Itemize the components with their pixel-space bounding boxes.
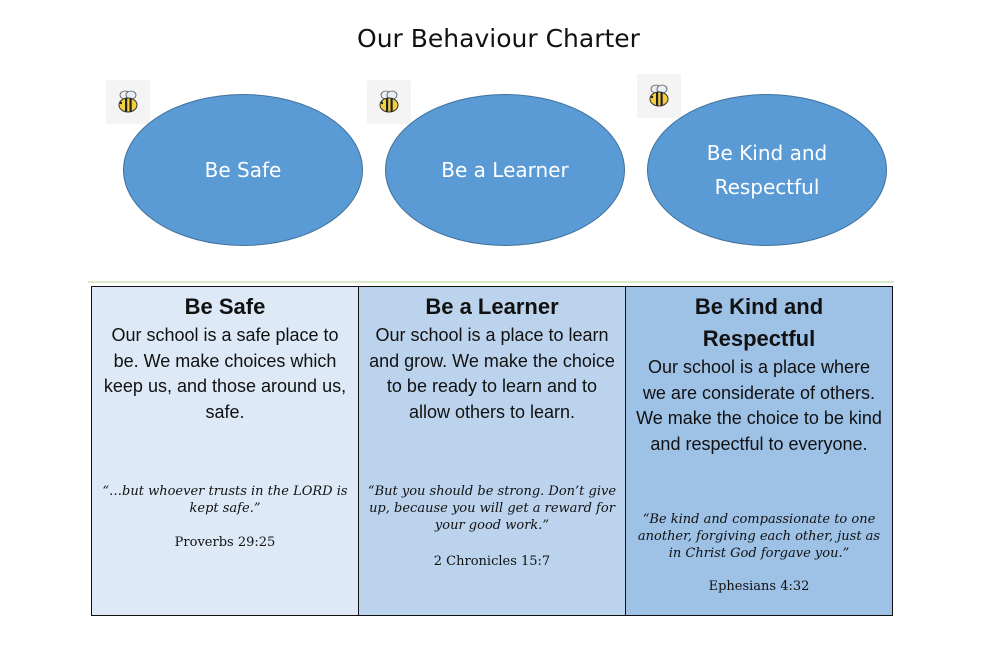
scripture-reference: Proverbs 29:25 [174,535,276,550]
column-description: Our school is a place to learn and grow. We make the choice to be ready to learn and to allow others to learn. [369,325,615,422]
oval-label: Be a Learner [441,158,569,182]
column-description: Our school is a safe place to be. We make choices which keep us, and those around us, safe. [103,325,347,422]
scripture-quote: “…but whoever trusts in the LORD is kept safe.” [102,484,348,516]
bee-icon [106,80,150,124]
oval-label: Be Safe [204,158,282,182]
oval-be-safe [123,94,363,246]
column-heading: Be Safe [184,294,266,319]
column-heading: Be Kind and Respectful [694,294,824,351]
bee-icon [637,74,681,118]
column-description: Our school is a place where we are considerate of others. We make the choice to be kind and respectful to everyone. [636,357,882,454]
column-be-safe [92,287,358,615]
oval-be-kind-and-respectful [647,94,887,246]
page-title: Our Behaviour Charter [357,24,640,53]
column-heading: Be a Learner [425,294,559,319]
charter-table [91,286,893,616]
scripture-reference: 2 Chronicles 15:7 [433,554,551,569]
oval-be-a-learner [385,94,625,246]
column-be-kind-and-respectful [625,287,892,615]
scripture-quote: “But you should be strong. Don’t give up, because you will get a reward for your good work.” [367,484,617,533]
oval-label: Be Kind and Respectful [706,141,828,199]
column-be-a-learner [358,287,625,615]
divider [88,281,894,283]
scripture-reference: Ephesians 4:32 [708,579,810,594]
scripture-quote: “Be kind and compassionate to one another, forgiving each other, just as in Christ God forgave you.” [637,512,881,561]
bee-icon [367,80,411,124]
